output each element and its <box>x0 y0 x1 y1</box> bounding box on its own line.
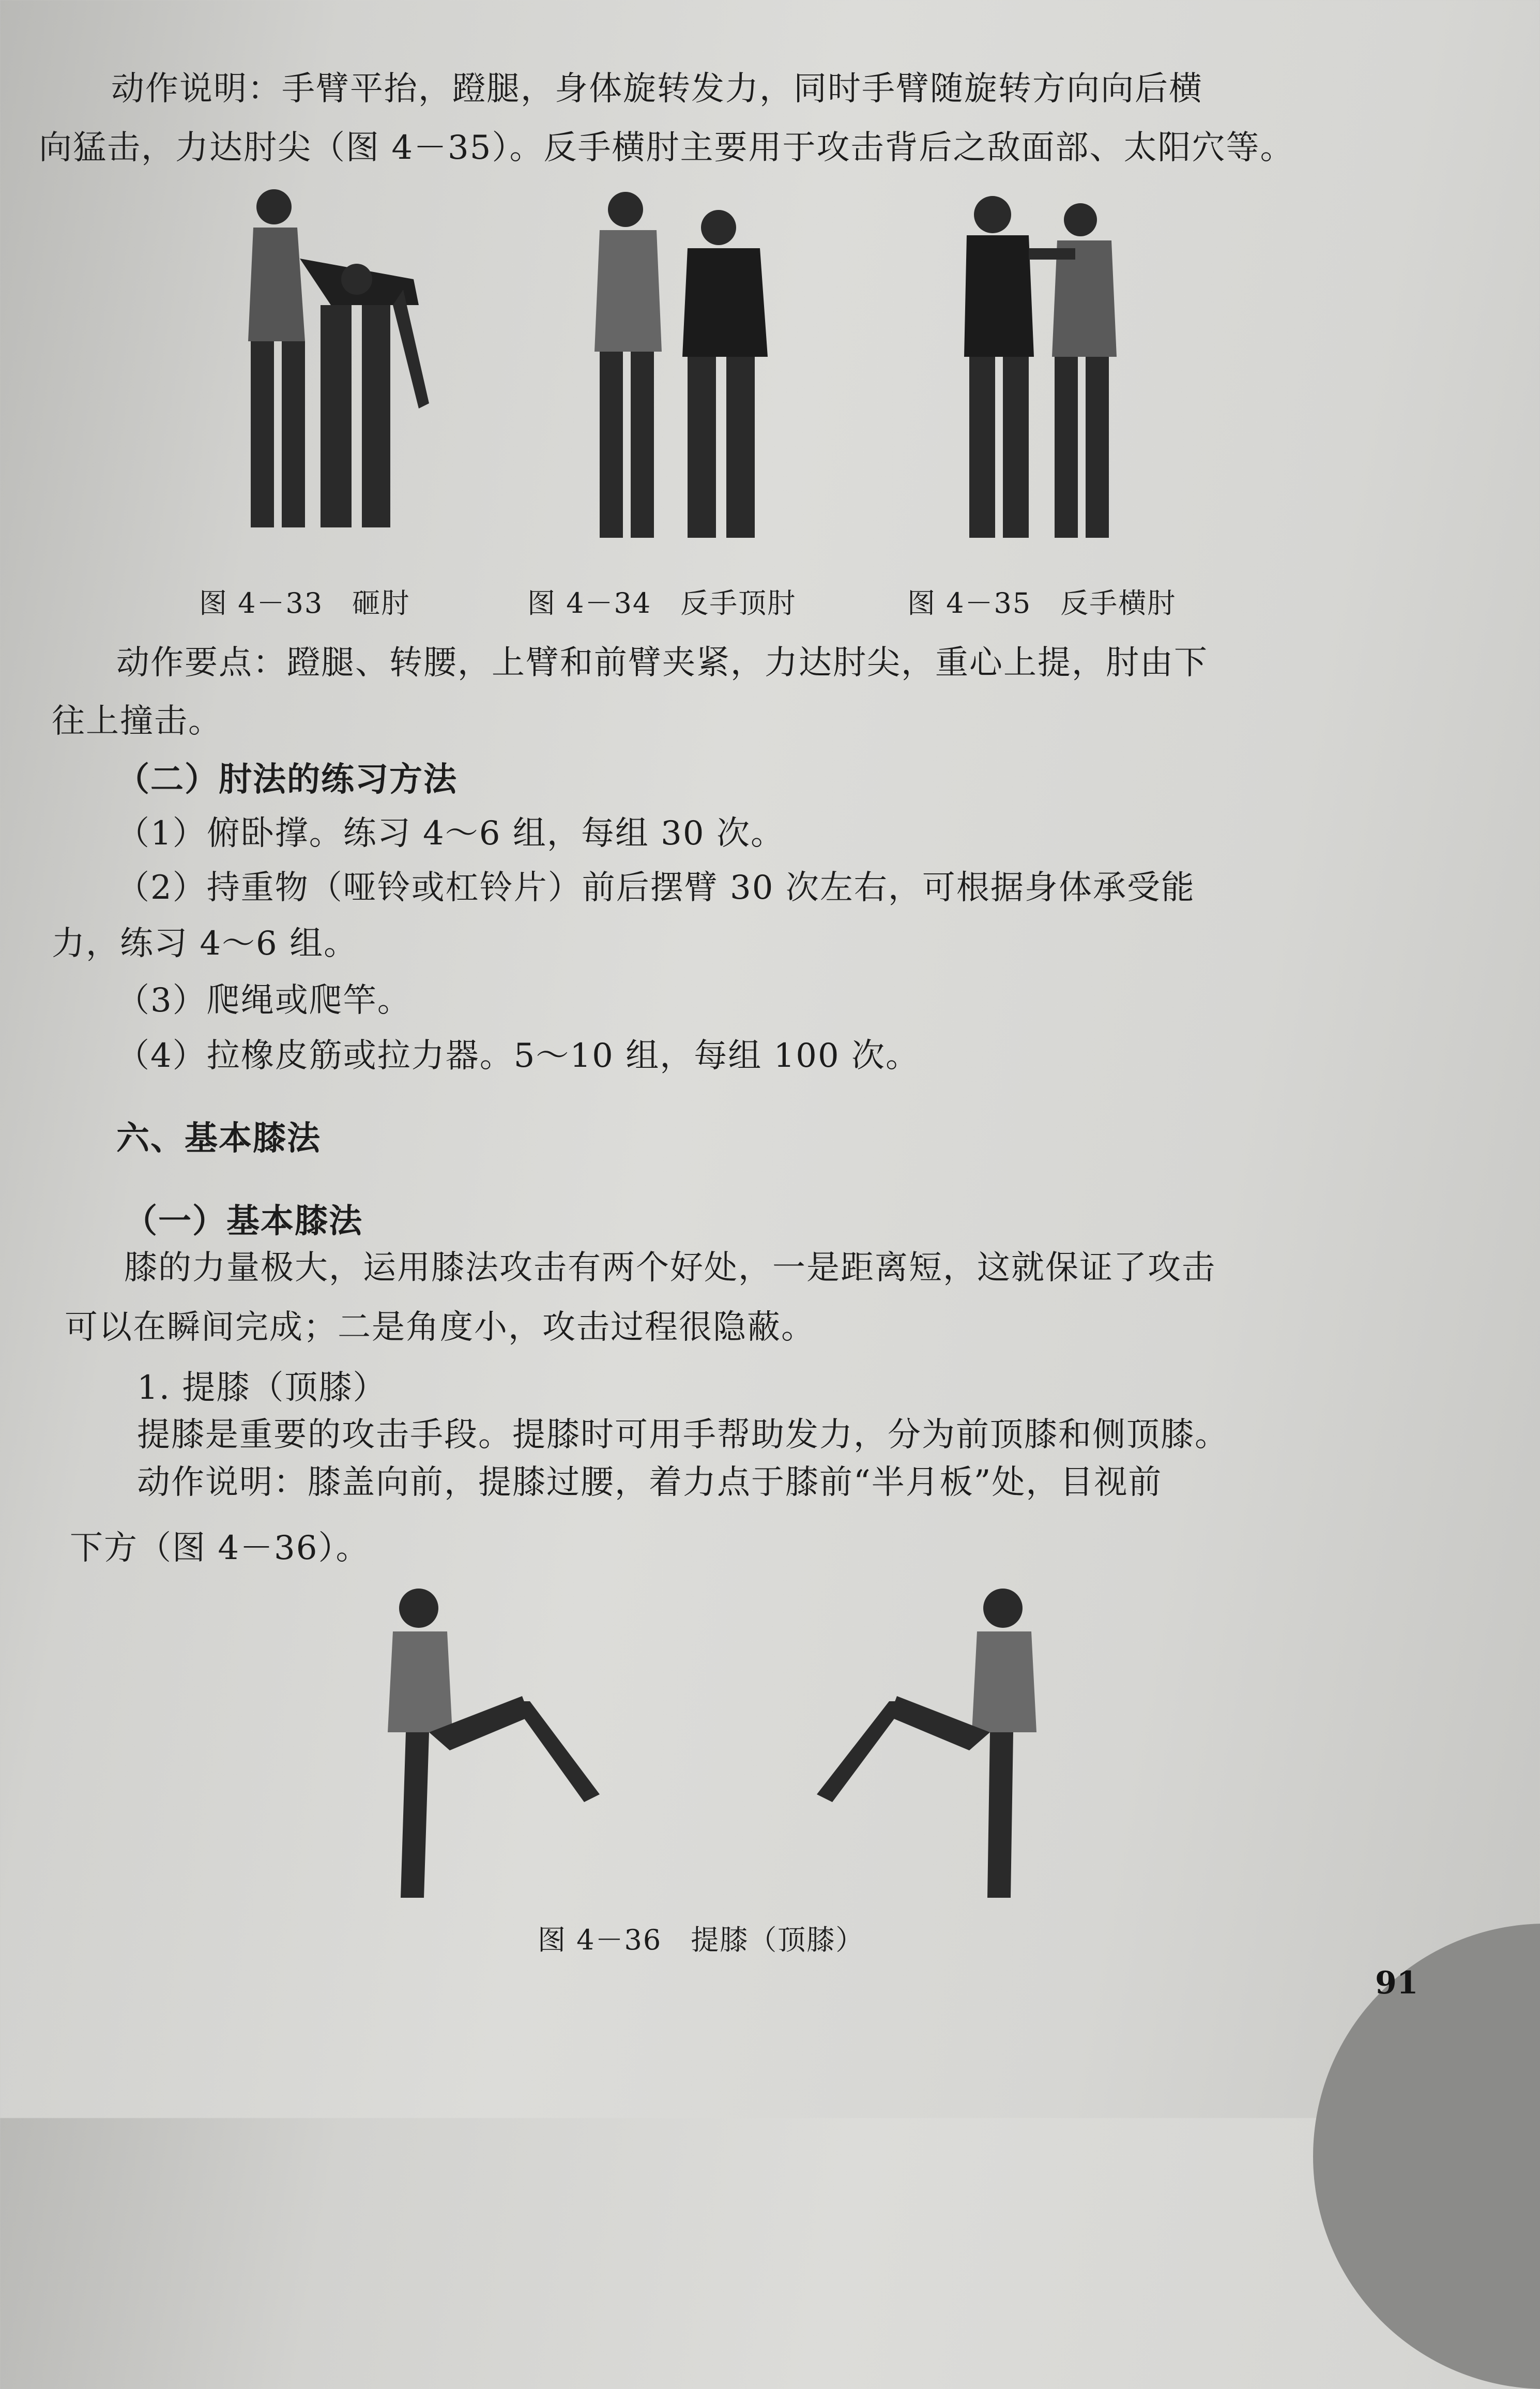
section-6-para-2: 提膝是重要的攻击手段。提膝时可用手帮助发力，分为前顶膝和侧顶膝。 <box>137 1416 1229 1454</box>
section-6-para-1-line-1: 膝的力量极大，运用膝法攻击有两个好处，一是距离短，这就保证了攻击 <box>124 1249 1216 1287</box>
practice-item-2-line-2: 力，练习 4～6 组。 <box>52 925 358 963</box>
practice-heading: （二）肘法的练习方法 <box>116 761 458 799</box>
figure-4-36-caption: 图 4－36 提膝（顶膝） <box>538 1924 865 1956</box>
practice-item-4: （4）拉橡皮筋或拉力器。5～10 组，每组 100 次。 <box>116 1037 920 1075</box>
section-6-para-3-line-2: 下方（图 4－36）。 <box>70 1529 370 1567</box>
figure-4-34-photo <box>563 186 781 548</box>
section-6-para-3-line-1: 动作说明：膝盖向前，提膝过腰，着力点于膝前“半月板”处，目视前 <box>137 1463 1163 1502</box>
practice-item-3: （3）爬绳或爬竿。 <box>116 981 411 1020</box>
figure-4-33-photo <box>196 186 434 548</box>
page-corner-shadow <box>1313 1924 1540 2389</box>
section-6-heading: 六、基本膝法 <box>116 1120 321 1158</box>
page-number: 91 <box>1375 1965 1419 2001</box>
section-6-sub-1: 1. 提膝（顶膝） <box>137 1369 387 1407</box>
key-points-line-2: 往上撞击。 <box>52 702 222 740</box>
figure-4-34-caption: 图 4－34 反手顶肘 <box>527 587 797 619</box>
key-points-line-1: 动作要点：蹬腿、转腰，上臂和前臂夹紧，力达肘尖，重心上提，肘由下 <box>116 644 1208 682</box>
intro-line-1: 动作说明：手臂平抬，蹬腿，身体旋转发力，同时手臂随旋转方向向后横 <box>111 70 1203 108</box>
figure-4-35-photo <box>951 186 1148 548</box>
section-6-subheading: （一）基本膝法 <box>124 1202 363 1241</box>
intro-line-2: 向猛击，力达肘尖（图 4－35）。反手横肘主要用于攻击背后之敌面部、太阳穴等。 <box>39 129 1294 167</box>
practice-item-2-line-1: （2）持重物（哑铃或杠铃片）前后摆臂 30 次左右，可根据身体承受能 <box>116 869 1195 907</box>
practice-item-1: （1）俯卧撑。练习 4～6 组，每组 30 次。 <box>116 814 785 853</box>
section-6-para-1-line-2: 可以在瞬间完成；二是角度小，攻击过程很隐蔽。 <box>65 1308 815 1347</box>
figure-4-36-photo <box>357 1572 1070 1908</box>
figure-4-35-caption: 图 4－35 反手横肘 <box>907 587 1177 619</box>
figure-4-33-caption: 图 4－33 砸肘 <box>199 587 410 619</box>
